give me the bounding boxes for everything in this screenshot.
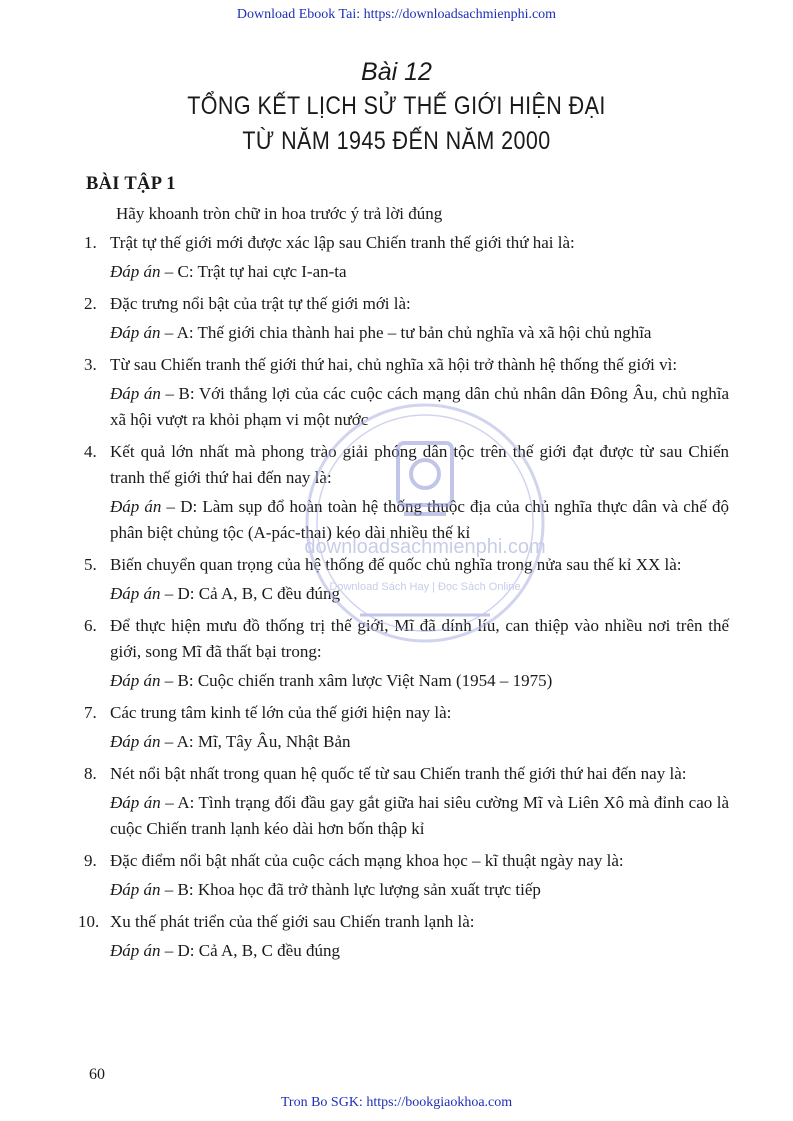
question-item [84, 700, 729, 755]
question-item [84, 352, 729, 433]
question-text: Đặc điểm nổi bật nhất của cuộc cách mạng khoa học – kĩ thuật ngày nay là: [110, 851, 624, 870]
answer-text: – B: Với thắng lợi của các cuộc cách mạng dân chủ nhân dân Đông Âu, chủ nghĩa xã hội vượt ra khỏi phạm vi một nước [110, 384, 729, 429]
question-text: Trật tự thế giới mới được xác lập sau Chiến tranh thế giới thứ hai là: [110, 233, 575, 252]
answer-text: – D: Cả A, B, C đều đúng [160, 584, 340, 603]
answer-text: – A: Mĩ, Tây Âu, Nhật Bản [160, 732, 351, 751]
exercise-heading: BÀI TẬP 1 [86, 174, 176, 194]
question-item [84, 613, 729, 694]
question-number: 1. [84, 233, 97, 252]
question-number: 8. [84, 764, 97, 783]
answer-label: Đáp án [110, 732, 161, 751]
question-text: Để thực hiện mưu đồ thống trị thế giới, Mĩ đã dính líu, can thiệp vào nhiều nơi trên thế giới, song Mĩ đã thất bại trong: [110, 616, 729, 661]
question-text: Nét nổi bật nhất trong quan hệ quốc tế từ sau Chiến tranh thế giới thứ hai đến nay là: [110, 764, 687, 783]
question-number: 4. [84, 442, 97, 461]
answer-label: Đáp án [110, 584, 161, 603]
answer-text: – D: Làm sụp đổ hoàn toàn hệ thống thuộc địa của chủ nghĩa thực dân và chế độ phân biệt chủng tộc (A-pác-thai) kéo dài nhiều thế kỉ [110, 497, 729, 542]
question-item [84, 761, 729, 842]
question-item [84, 848, 729, 903]
watermark-subtext: Download Sách Hay | Đọc Sách Online [329, 581, 521, 593]
question-item [84, 291, 729, 346]
answer-label: Đáp án [110, 323, 161, 342]
answer-label: Đáp án [110, 671, 161, 690]
answer-label: Đáp án [110, 793, 161, 812]
answer-label: Đáp án [110, 941, 161, 960]
lesson-title-line2: TỪ NĂM 1945 ĐẾN NĂM 2000 [242, 127, 551, 155]
answer-label: Đáp án [110, 262, 161, 281]
question-number: 10. [78, 912, 100, 931]
answer-text: – A: Thế giới chia thành hai phe – tư bản chủ nghĩa và xã hội chủ nghĩa [160, 323, 652, 342]
answer-label: Đáp án [110, 384, 161, 403]
question-list [78, 230, 729, 970]
download-link[interactable]: Download Ebook Tai: https://downloadsachmienphi.com [236, 7, 557, 22]
answer-text: – B: Khoa học đã trở thành lực lượng sản xuất trực tiếp [160, 880, 541, 899]
lesson-title-line1: TỔNG KẾT LỊCH SỬ THẾ GIỚI HIỆN ĐẠI [187, 92, 606, 120]
answer-text: – A: Tình trạng đối đầu gay gắt giữa hai siêu cường Mĩ và Liên Xô mà đỉnh cao là cuộc Chiến tranh lạnh kéo dài hơn bốn thập kỉ [110, 793, 729, 838]
question-number: 3. [84, 355, 97, 374]
question-item [78, 909, 729, 964]
question-number: 5. [84, 555, 97, 574]
question-text: Các trung tâm kinh tế lớn của thế giới hiện nay là: [110, 703, 452, 722]
page-number: 60 [89, 1066, 105, 1083]
answer-label: Đáp án [110, 880, 161, 899]
question-text: Đặc trưng nổi bật của trật tự thế giới mới là: [110, 294, 411, 313]
question-text: Biến chuyển quan trọng của hệ thống đế quốc chủ nghĩa trong nửa sau thế kỉ XX là: [110, 555, 682, 574]
answer-text: – B: Cuộc chiến tranh xâm lược Việt Nam (1954 – 1975) [160, 671, 553, 690]
exercise-instruction: Hãy khoanh tròn chữ in hoa trước ý trả lời đúng [116, 204, 443, 223]
question-text: Xu thế phát triển của thế giới sau Chiến tranh lạnh là: [110, 912, 475, 931]
sgk-link[interactable]: Tron Bo SGK: https://bookgiaokhoa.com [280, 1095, 513, 1110]
question-text: Từ sau Chiến tranh thế giới thứ hai, chủ nghĩa xã hội trở thành hệ thống thế giới vì: [110, 355, 678, 374]
question-item [84, 230, 729, 285]
question-item [84, 439, 729, 546]
answer-text: – C: Trật tự hai cực I-an-ta [160, 262, 347, 281]
question-item [84, 552, 729, 607]
question-number: 9. [84, 851, 97, 870]
lesson-number: Bài 12 [361, 58, 432, 86]
question-number: 7. [84, 703, 97, 722]
question-number: 2. [84, 294, 97, 313]
answer-label: Đáp án [110, 497, 162, 516]
watermark-text: downloadsachmienphi.com [304, 536, 546, 558]
answer-text: – D: Cả A, B, C đều đúng [160, 941, 340, 960]
question-number: 6. [84, 616, 97, 635]
question-text: Kết quả lớn nhất mà phong trào giải phóng dân tộc trên thế giới đạt được từ sau Chiến tranh thế giới thứ hai đến nay là: [110, 442, 729, 487]
